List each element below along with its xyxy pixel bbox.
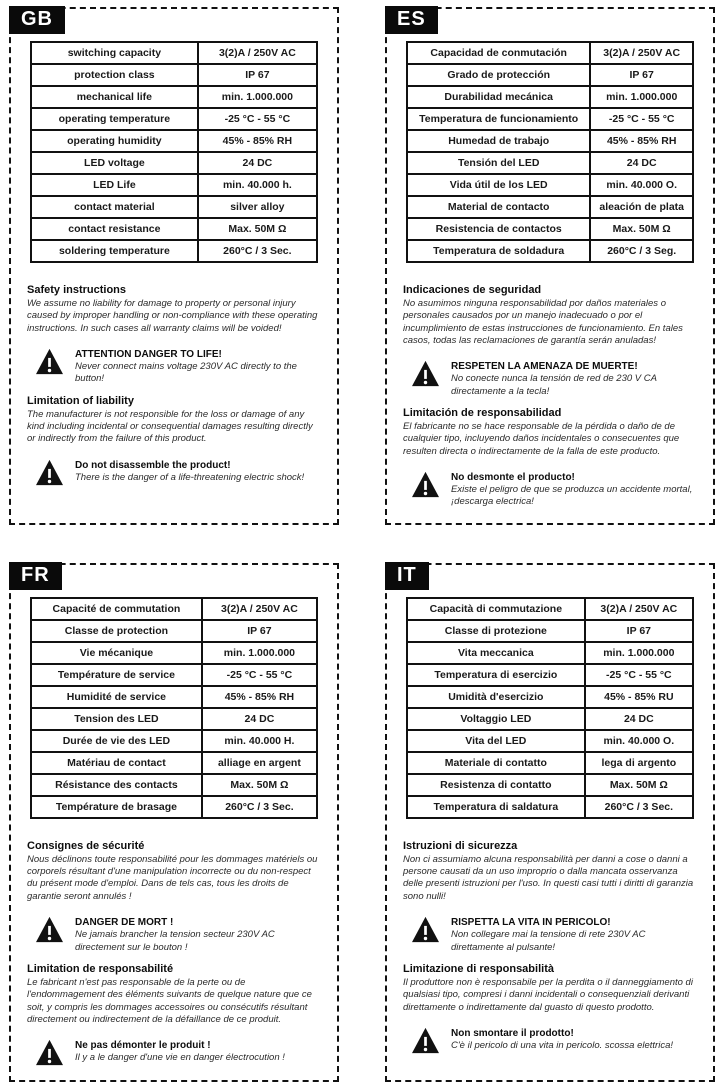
warning-triangle-icon — [411, 916, 440, 943]
table-row — [407, 196, 693, 218]
spec-label: Humidité de service — [31, 686, 202, 708]
warning-disassemble-block — [35, 1039, 319, 1066]
liability-heading: Limitación de responsabilidad — [403, 407, 562, 420]
safety-heading: Istruzioni di sicurezza — [403, 839, 518, 852]
spec-value: Max. 50M Ω — [198, 218, 317, 240]
table-row — [407, 42, 693, 64]
safety-text: We assume no liability for damage to property or personal injury caused by improper handling or non-compliance with these operating instructions. In such cases all warranty claims will be voided! — [27, 298, 318, 334]
table-row — [407, 108, 693, 130]
table-row — [31, 664, 317, 686]
spec-label: Tension des LED — [31, 708, 202, 730]
warning-title: RESPETEN LA AMENAZA DE MUERTE! — [451, 361, 638, 373]
warning-text: There is the danger of a life-threatening electric shock! — [75, 471, 305, 483]
table-row — [407, 686, 693, 708]
table-row — [407, 240, 693, 262]
spec-label: Temperatura di saldatura — [407, 796, 585, 818]
spec-table-es — [406, 41, 694, 263]
quadrant-es — [385, 7, 715, 525]
warning-text: Never connect mains voltage 230V AC directly to the button! — [75, 361, 297, 385]
spec-value: 260°C / 3 Sec. — [198, 240, 317, 262]
spec-value: Max. 50M Ω — [585, 774, 693, 796]
warning-danger-block — [411, 360, 695, 398]
safety-heading: Consignes de sécurité — [27, 839, 145, 852]
spec-value: 3(2)A / 250V AC — [202, 598, 317, 620]
warning-triangle-icon — [411, 1027, 440, 1054]
spec-value: aleación de plata — [590, 196, 693, 218]
warning-triangle-icon — [411, 360, 440, 387]
table-row — [407, 730, 693, 752]
spec-value: -25 °C - 55 °C — [202, 664, 317, 686]
table-row — [407, 796, 693, 818]
table-row — [407, 130, 693, 152]
table-row — [31, 620, 317, 642]
spec-value: IP 67 — [198, 64, 317, 86]
warning-content — [451, 1027, 673, 1052]
warning-text: C'è il pericolo di una vita in pericolo. scossa elettrica! — [451, 1039, 674, 1051]
warning-danger-block — [411, 916, 695, 954]
language-badge-gb: GB — [9, 6, 65, 34]
spec-value: Max. 50M Ω — [590, 218, 693, 240]
spec-label: Tensión del LED — [407, 152, 590, 174]
safety-text: No asumimos ninguna responsabilidad por daños materiales o personales causados por un manejo inadecuado o por el incumplimiento de estas instrucciones de funcionamiento. En tales casos, todas las reclamaciones de garantía serán anuladas! — [403, 298, 683, 347]
spec-label: Humedad de trabajo — [407, 130, 590, 152]
spec-label: switching capacity — [31, 42, 198, 64]
spec-label: Vita del LED — [407, 730, 585, 752]
spec-value: 260°C / 3 Sec. — [585, 796, 693, 818]
spec-label: soldering temperature — [31, 240, 198, 262]
table-row — [31, 42, 317, 64]
table-row — [31, 64, 317, 86]
liability-heading: Limitazione di responsabilità — [403, 962, 554, 975]
warning-disassemble-block — [411, 1027, 695, 1054]
table-row — [31, 774, 317, 796]
spec-value: IP 67 — [590, 64, 693, 86]
safety-text: Non ci assumiamo alcuna responsabilità per danni a cose o danni a persone causati da un uso improprio o dalla mancata osservanza delle presenti istruzioni per l'uso. In questi casi tutti i diritti di garanzia sono nulli! — [403, 853, 694, 902]
table-row — [31, 130, 317, 152]
spec-value: 24 DC — [198, 152, 317, 174]
quadrant-gb — [9, 7, 339, 525]
spec-label: Résistance des contacts — [31, 774, 202, 796]
table-row — [407, 598, 693, 620]
spec-value: min. 1.000.000 — [590, 86, 693, 108]
spec-label: Materiale di contatto — [407, 752, 585, 774]
table-row — [31, 218, 317, 240]
spec-label: operating humidity — [31, 130, 198, 152]
spec-label: Material de contacto — [407, 196, 590, 218]
warning-title: ATTENTION DANGER TO LIFE! — [75, 349, 222, 361]
spec-value: 3(2)A / 250V AC — [198, 42, 317, 64]
spec-value: Max. 50M Ω — [202, 774, 317, 796]
spec-label: Température de brasage — [31, 796, 202, 818]
table-row — [31, 730, 317, 752]
spec-value: 260°C / 3 Seg. — [590, 240, 693, 262]
section-body — [387, 819, 713, 1068]
spec-value: alliage en argent — [202, 752, 317, 774]
section-body — [11, 819, 337, 1080]
spec-label: Capacidad de conmutación — [407, 42, 590, 64]
spec-label: Umidità d'esercizio — [407, 686, 585, 708]
spec-label: Resistenza di contatto — [407, 774, 585, 796]
spec-value: -25 °C - 55 °C — [198, 108, 317, 130]
spec-label: Capacité de commutation — [31, 598, 202, 620]
spec-value: min. 1.000.000 — [202, 642, 317, 664]
table-row — [407, 774, 693, 796]
language-badge-es: ES — [385, 6, 438, 34]
table-row — [31, 240, 317, 262]
spec-value: 45% - 85% RH — [202, 686, 317, 708]
warning-title: No desmonte el producto! — [451, 472, 575, 484]
warning-disassemble-block — [35, 459, 319, 486]
safety-heading: Safety instructions — [27, 284, 127, 296]
table-row — [31, 708, 317, 730]
section-body — [387, 263, 713, 523]
table-row — [407, 708, 693, 730]
spec-label: contact resistance — [31, 218, 198, 240]
warning-content — [451, 360, 695, 398]
spec-value: 45% - 85% RU — [585, 686, 693, 708]
spec-value: 260°C / 3 Sec. — [202, 796, 317, 818]
quadrant-fr — [9, 563, 339, 1082]
table-row — [31, 196, 317, 218]
spec-value: 24 DC — [585, 708, 693, 730]
warning-triangle-icon — [35, 1039, 64, 1066]
spec-value: 3(2)A / 250V AC — [590, 42, 693, 64]
liability-heading: Limitation de responsabilité — [27, 962, 174, 975]
warning-text: Ne jamais brancher la tension secteur 230V AC directement sur le bouton ! — [75, 929, 275, 953]
warning-content — [451, 916, 695, 954]
spec-label: Matériau de contact — [31, 752, 202, 774]
spec-label: LED voltage — [31, 152, 198, 174]
spec-value: 45% - 85% RH — [198, 130, 317, 152]
table-row — [407, 642, 693, 664]
warning-disassemble-block — [411, 471, 695, 509]
table-row — [31, 174, 317, 196]
spec-label: Temperatura de funcionamiento — [407, 108, 590, 130]
warning-triangle-icon — [411, 471, 440, 498]
table-row — [407, 620, 693, 642]
language-badge-it: IT — [385, 562, 429, 590]
spec-value: min. 40.000 O. — [590, 174, 693, 196]
spec-table-gb — [30, 41, 318, 263]
spec-label: Grado de protección — [407, 64, 590, 86]
spec-label: Resistencia de contactos — [407, 218, 590, 240]
spec-value: min. 40.000 h. — [198, 174, 317, 196]
table-row — [407, 752, 693, 774]
warning-text: Non collegare mai la tensione di rete 230V AC direttamente al pulsante! — [451, 929, 646, 953]
warning-content — [451, 471, 695, 509]
spec-label: Classe di protezione — [407, 620, 585, 642]
warning-content — [75, 459, 304, 484]
spec-value: min. 40.000 O. — [585, 730, 693, 752]
table-row — [31, 796, 317, 818]
spec-label: Voltaggio LED — [407, 708, 585, 730]
spec-label: Capacità di commutazione — [407, 598, 585, 620]
warning-triangle-icon — [35, 916, 64, 943]
spec-value: min. 1.000.000 — [198, 86, 317, 108]
safety-heading: Indicaciones de seguridad — [403, 284, 542, 296]
spec-label: Temperatura di esercizio — [407, 664, 585, 686]
spec-label: LED Life — [31, 174, 198, 196]
warning-title: DANGER DE MORT ! — [75, 917, 174, 929]
spec-table-it — [406, 597, 694, 819]
spec-label: Durabilidad mecánica — [407, 86, 590, 108]
language-badge-fr: FR — [9, 562, 62, 590]
warning-content — [75, 1039, 285, 1064]
spec-label: Temperatura de soldadura — [407, 240, 590, 262]
spec-value: lega di argento — [585, 752, 693, 774]
warning-title: Ne pas démonter le produit ! — [75, 1040, 211, 1052]
table-row — [407, 174, 693, 196]
table-row — [407, 64, 693, 86]
table-row — [407, 664, 693, 686]
warning-text: No conecte nunca la tensión de red de 230 V CA directamente a la tecla! — [451, 373, 657, 397]
table-row — [407, 86, 693, 108]
liability-text: El fabricante no se hace responsable de la pérdida o daño de de cualquier tipo, incluyendo daños incidentales o consecuentes que resulten directa o indirectamente de la falla de este producto. — [403, 421, 680, 457]
spec-value: min. 40.000 H. — [202, 730, 317, 752]
table-row — [407, 152, 693, 174]
spec-label: operating temperature — [31, 108, 198, 130]
spec-label: Température de service — [31, 664, 202, 686]
warning-danger-block — [35, 916, 319, 954]
spec-value: IP 67 — [585, 620, 693, 642]
warning-triangle-icon — [35, 348, 64, 375]
spec-value: 3(2)A / 250V AC — [585, 598, 693, 620]
table-row — [31, 86, 317, 108]
warning-title: RISPETTA LA VITA IN PERICOLO! — [451, 917, 611, 929]
spec-label: Vita meccanica — [407, 642, 585, 664]
safety-text: Nous déclinons toute responsabilité pour les dommages matériels ou corporels résultant d'une manipulation incorrecte ou du non-respect du présent mode d'emploi. Dans de tels cas, tous les droits de garantie seront annulés ! — [27, 853, 318, 902]
spec-value: 24 DC — [202, 708, 317, 730]
table-row — [31, 598, 317, 620]
spec-label: Vida útil de los LED — [407, 174, 590, 196]
spec-value: -25 °C - 55 °C — [590, 108, 693, 130]
spec-label: protection class — [31, 64, 198, 86]
spec-value: 45% - 85% RH — [590, 130, 693, 152]
warning-content — [75, 348, 319, 386]
table-row — [31, 642, 317, 664]
table-row — [31, 152, 317, 174]
section-body — [11, 263, 337, 500]
spec-table-fr — [30, 597, 318, 819]
spec-value: silver alloy — [198, 196, 317, 218]
liability-heading: Limitation of liability — [27, 394, 134, 407]
spec-label: Durée de vie des LED — [31, 730, 202, 752]
warning-title: Do not disassemble the product! — [75, 459, 231, 471]
warning-danger-block — [35, 348, 319, 386]
warning-title: Non smontare il prodotto! — [451, 1027, 574, 1039]
table-row — [31, 108, 317, 130]
quadrant-it — [385, 563, 715, 1082]
warning-content — [75, 916, 319, 954]
spec-value: 24 DC — [590, 152, 693, 174]
table-row — [407, 218, 693, 240]
table-row — [31, 752, 317, 774]
spec-value: -25 °C - 55 °C — [585, 664, 693, 686]
table-row — [31, 686, 317, 708]
spec-label: mechanical life — [31, 86, 198, 108]
warning-text: Existe el peligro de que se produzca un accidente mortal, ¡descarga electrica! — [451, 484, 693, 508]
warning-triangle-icon — [35, 459, 64, 486]
spec-label: Classe de protection — [31, 620, 202, 642]
warning-text: Il y a le danger d'une vie en danger électrocution ! — [75, 1052, 285, 1064]
liability-text: Le fabricant n'est pas responsable de la perte ou de l'endommagement des éléments suivants de quelque nature que ce soit, y compris les dommages accessoires ou consécutifs résultant directement ou indirectement de la défaillance de ce produit. — [27, 976, 312, 1025]
spec-value: min. 1.000.000 — [585, 642, 693, 664]
spec-label: Vie mécanique — [31, 642, 202, 664]
spec-value: IP 67 — [202, 620, 317, 642]
spec-label: contact material — [31, 196, 198, 218]
liability-text: Il produttore non è responsabile per la perdita o il danneggiamento di qualsiasi tipo, compresi i danni incidentali o consequenziali derivanti direttamente o indirettamente dal guasto di questo prodotto. — [403, 976, 693, 1013]
liability-text: The manufacturer is not responsible for the loss or damage of any kind including incidental or consequential damages resulting directly or indirectly from the failure of this product. — [27, 408, 313, 445]
